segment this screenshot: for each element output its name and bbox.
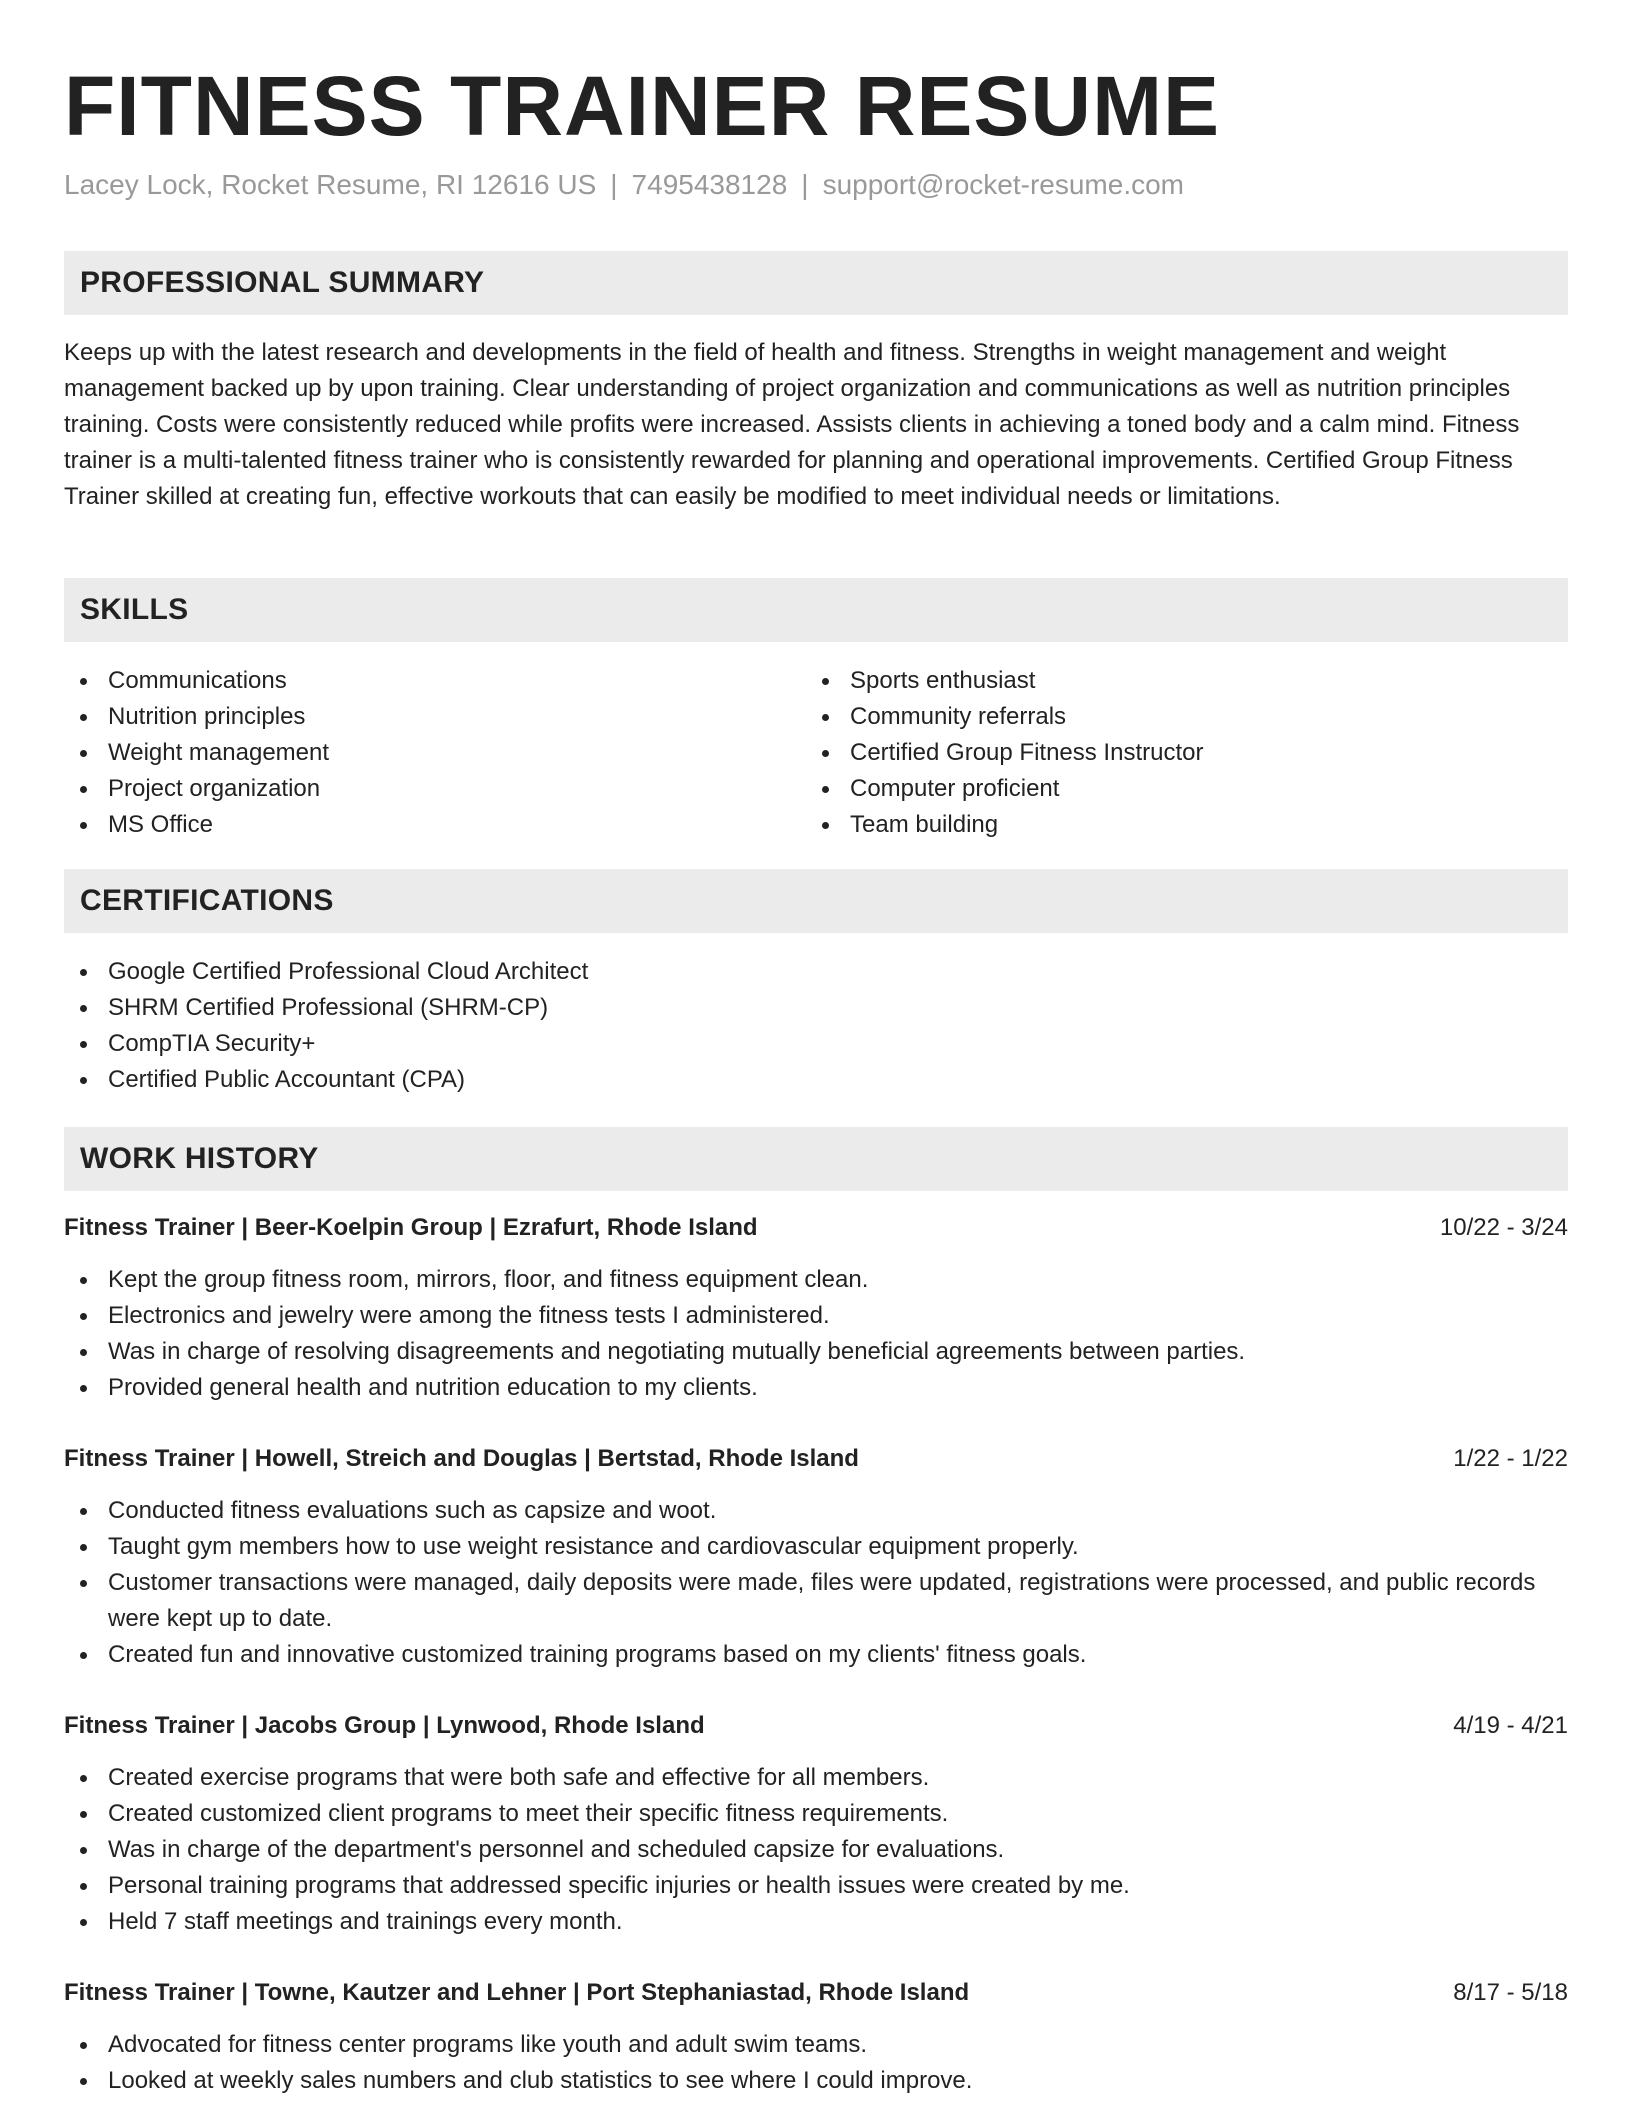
job-bullet: Conducted fitness evaluations such as capsize and woot.	[64, 1493, 1568, 1529]
section-title-skills: SKILLS	[80, 593, 189, 626]
section-header-summary	[64, 251, 1568, 315]
certifications-list	[64, 954, 1568, 1098]
job-dates: 8/17 - 5/18	[1453, 1979, 1568, 2006]
certification-item: Certified Public Accountant (CPA)	[64, 1062, 1568, 1098]
job-dates: 10/22 - 3/24	[1439, 1214, 1568, 1241]
skill-item: Certified Group Fitness Instructor	[806, 735, 1568, 771]
job-title: Fitness Trainer | Howell, Streich and Douglas | Bertstad, Rhode Island	[64, 1445, 859, 1472]
section-title-summary: PROFESSIONAL SUMMARY	[80, 266, 485, 299]
job-title: Fitness Trainer | Beer-Koelpin Group | Ezrafurt, Rhode Island	[64, 1214, 758, 1241]
job-bullet: Was in charge of the department's personnel and scheduled capsize for evaluations.	[64, 1832, 1568, 1868]
skill-item: Sports enthusiast	[806, 663, 1568, 699]
certification-item: SHRM Certified Professional (SHRM-CP)	[64, 990, 1568, 1026]
section-header-skills	[64, 578, 1568, 642]
job-bullet: Looked at weekly sales numbers and club statistics to see where I could improve.	[64, 2063, 1568, 2099]
skill-item: Team building	[806, 807, 1568, 843]
job-bullet: Personal training programs that addressed specific injuries or health issues were created by me.	[64, 1868, 1568, 1904]
contact-phone: 7495438128	[631, 169, 788, 200]
certification-item: CompTIA Security+	[64, 1026, 1568, 1062]
skill-item: Community referrals	[806, 699, 1568, 735]
skill-item: MS Office	[64, 807, 804, 843]
job-bullets	[64, 2027, 1568, 2099]
job-bullet: Advocated for fitness center programs like youth and adult swim teams.	[64, 2027, 1568, 2063]
job-bullet: Kept the group fitness room, mirrors, floor, and fitness equipment clean.	[64, 1262, 1568, 1298]
certification-item: Google Certified Professional Cloud Architect	[64, 954, 1568, 990]
job-header	[64, 1708, 1568, 1744]
job-bullet: Taught gym members how to use weight resistance and cardiovascular equipment properly.	[64, 1529, 1568, 1565]
job-header	[64, 1975, 1568, 2011]
job-title: Fitness Trainer | Towne, Kautzer and Lehner | Port Stephaniastad, Rhode Island	[64, 1979, 970, 2006]
job-bullets	[64, 1493, 1568, 1673]
section-title-work-history: WORK HISTORY	[80, 1142, 319, 1175]
job-header	[64, 1210, 1568, 1246]
contact-separator: |	[610, 169, 618, 200]
section-title-certifications: CERTIFICATIONS	[80, 884, 334, 917]
skill-item: Nutrition principles	[64, 699, 804, 735]
skill-item: Weight management	[64, 735, 804, 771]
section-header-work-history	[64, 1127, 1568, 1191]
job-bullets	[64, 1262, 1568, 1406]
job-bullet: Held 7 staff meetings and trainings every month.	[64, 1904, 1568, 1940]
job-dates: 4/19 - 4/21	[1453, 1712, 1568, 1739]
skills-list-left	[64, 663, 804, 843]
contact-address: Lacey Lock, Rocket Resume, RI 12616 US	[64, 169, 597, 200]
job-header	[64, 1441, 1568, 1477]
contact-email: support@rocket-resume.com	[822, 169, 1184, 200]
job-bullet: Electronics and jewelry were among the fitness tests I administered.	[64, 1298, 1568, 1334]
resume-title: FITNESS TRAINER RESUME	[64, 59, 1221, 153]
contact-line	[64, 168, 1184, 202]
job-bullets	[64, 1760, 1568, 1940]
skill-item: Computer proficient	[806, 771, 1568, 807]
section-header-certifications	[64, 869, 1568, 933]
job-bullet: Provided general health and nutrition education to my clients.	[64, 1370, 1568, 1406]
summary-text: Keeps up with the latest research and developments in the field of health and fitness. Strengths in weight management and weight management backed up by upon training. Clear understanding of project organization and communications as well as nutrition principles training. Costs were consistently reduced while profits were increased. Assists clients in achieving a toned body and a calm mind. Fitness trainer is a multi-talented fitness trainer who is consistently rewarded for planning and operational improvements. Certified Group Fitness Trainer skilled at creating fun, effective workouts that can easily be modified to meet individual needs or limitations.	[64, 339, 1520, 510]
job-title: Fitness Trainer | Jacobs Group | Lynwood, Rhode Island	[64, 1712, 705, 1739]
job-bullet: Created fun and innovative customized training programs based on my clients' fitness goals.	[64, 1637, 1568, 1673]
skill-item: Communications	[64, 663, 804, 699]
job-bullet: Created customized client programs to meet their specific fitness requirements.	[64, 1796, 1568, 1832]
skills-list-right	[806, 663, 1568, 843]
skill-item: Project organization	[64, 771, 804, 807]
contact-separator: |	[801, 169, 809, 200]
job-bullet: Was in charge of resolving disagreements and negotiating mutually beneficial agreements between parties.	[64, 1334, 1568, 1370]
job-dates: 1/22 - 1/22	[1453, 1445, 1568, 1472]
job-bullet: Customer transactions were managed, daily deposits were made, files were updated, registrations were processed, and public records were kept up to date.	[64, 1565, 1568, 1637]
job-bullet: Created exercise programs that were both safe and effective for all members.	[64, 1760, 1568, 1796]
